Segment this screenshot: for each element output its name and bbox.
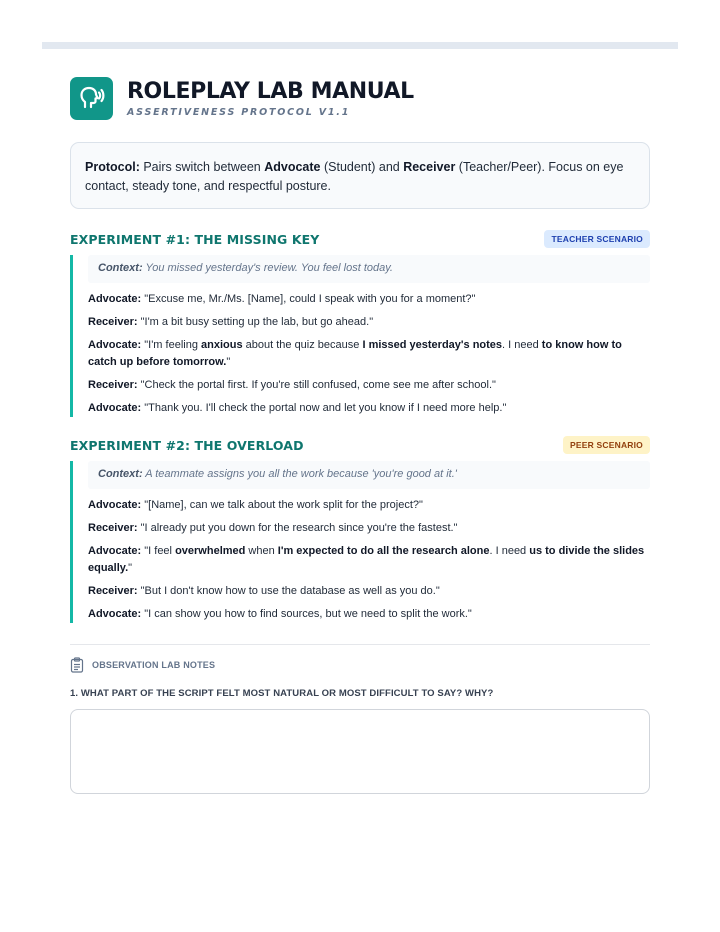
line-text: "Thank you. I'll check the portal now and let you know if I need more help." — [141, 402, 507, 414]
notes-title: OBSERVATION LAB NOTES — [92, 660, 216, 670]
dialogue-line — [88, 337, 650, 371]
line-text: "Check the portal first. If you're still confused, come see me after school." — [137, 379, 496, 391]
context-label: Context: — [98, 468, 143, 480]
line-text: . I need — [502, 339, 542, 351]
protocol-advocate: Advocate — [264, 160, 321, 174]
teacher-scenario-badge: TEACHER SCENARIO — [544, 230, 650, 248]
question-1: 1. WHAT PART OF THE SCRIPT FELT MOST NATURAL OR MOST DIFFICULT TO SAY? WHY? — [70, 688, 494, 699]
dialogue-line — [88, 314, 650, 331]
line-text: when — [245, 545, 278, 557]
protocol-text: (Teacher/Peer). Focus on eye contact, steady tone, and respectful posture. — [85, 160, 624, 193]
speaker-role: Receiver: — [88, 522, 138, 534]
context-text: You missed yesterday's review. You feel lost today. — [142, 262, 393, 274]
section-divider — [70, 644, 650, 645]
peer-scenario-badge: PEER SCENARIO — [563, 436, 650, 454]
dialogue-line — [88, 400, 650, 417]
speaker-role: Advocate: — [88, 499, 142, 511]
line-text: "I'm feeling — [141, 339, 201, 351]
context-box — [88, 255, 650, 283]
need-phrase: us to divide the slides equally. — [88, 545, 645, 574]
need-phrase: to know how to catch up before tomorrow. — [88, 339, 622, 368]
line-text: "[Name], can we talk about the work split for the project?" — [141, 499, 423, 511]
context-label: Context: — [98, 262, 143, 274]
dialogue-line — [88, 520, 650, 537]
clipboard-icon — [70, 657, 84, 673]
speaker-role: Advocate: — [88, 293, 142, 305]
page-title: ROLEPLAY LAB MANUAL — [127, 79, 414, 104]
dialogue-line — [88, 583, 650, 600]
emotion-word: overwhelmed — [175, 545, 246, 557]
speaker-role: Receiver: — [88, 585, 138, 597]
dialogue-line — [88, 291, 650, 308]
speaking-head-icon — [70, 77, 113, 120]
protocol-receiver: Receiver — [403, 160, 456, 174]
line-text: "I can show you how to find sources, but we need to split the work." — [141, 608, 472, 620]
line-text: "Excuse me, Mr./Ms. [Name], could I speak with you for a moment?" — [141, 293, 476, 305]
notes-header — [70, 657, 215, 673]
page-header — [70, 77, 414, 120]
experiment-2-header — [70, 436, 650, 454]
line-text: " — [128, 562, 133, 574]
experiment-1-header — [70, 230, 650, 248]
line-text: . I need — [489, 545, 530, 557]
reason-phrase: I'm expected to do all the research alone — [277, 545, 490, 557]
dialogue-line — [88, 497, 650, 514]
experiment-1-title: EXPERIMENT #1: THE MISSING KEY — [70, 231, 320, 247]
line-text: "But I don't know how to use the database as well as you do." — [137, 585, 440, 597]
context-text: A teammate assigns you all the work because 'you're good at it.' — [142, 468, 457, 480]
experiment-2-title: EXPERIMENT #2: THE OVERLOAD — [70, 437, 304, 453]
line-text: "I already put you down for the research since you're the fastest." — [137, 522, 458, 534]
dialogue-line — [88, 606, 650, 623]
page-subtitle: ASSERTIVENESS PROTOCOL V1.1 — [127, 107, 351, 118]
speaker-role: Receiver: — [88, 379, 138, 391]
answer-field[interactable] — [70, 709, 650, 794]
experiment-2-script — [70, 461, 650, 623]
dialogue-line — [88, 543, 650, 577]
protocol-text: Pairs switch between — [139, 160, 265, 174]
line-text: "I'm a bit busy setting up the lab, but go ahead." — [137, 316, 374, 328]
speaker-role: Advocate: — [88, 402, 142, 414]
context-box — [88, 461, 650, 489]
emotion-word: anxious — [201, 339, 243, 351]
experiment-1-script — [70, 255, 650, 417]
dialogue-line — [88, 377, 650, 394]
line-text: " — [226, 356, 231, 368]
speaker-role: Receiver: — [88, 316, 138, 328]
protocol-box — [70, 142, 650, 209]
reason-phrase: I missed yesterday's notes — [362, 339, 503, 351]
speaker-role: Advocate: — [88, 545, 142, 557]
top-accent-bar — [42, 42, 678, 49]
speaker-role: Advocate: — [88, 608, 142, 620]
protocol-text: (Student) and — [320, 160, 404, 174]
line-text: about the quiz because — [242, 339, 363, 351]
protocol-label: Protocol: — [85, 160, 140, 174]
speaker-role: Advocate: — [88, 339, 142, 351]
line-text: "I feel — [141, 545, 176, 557]
